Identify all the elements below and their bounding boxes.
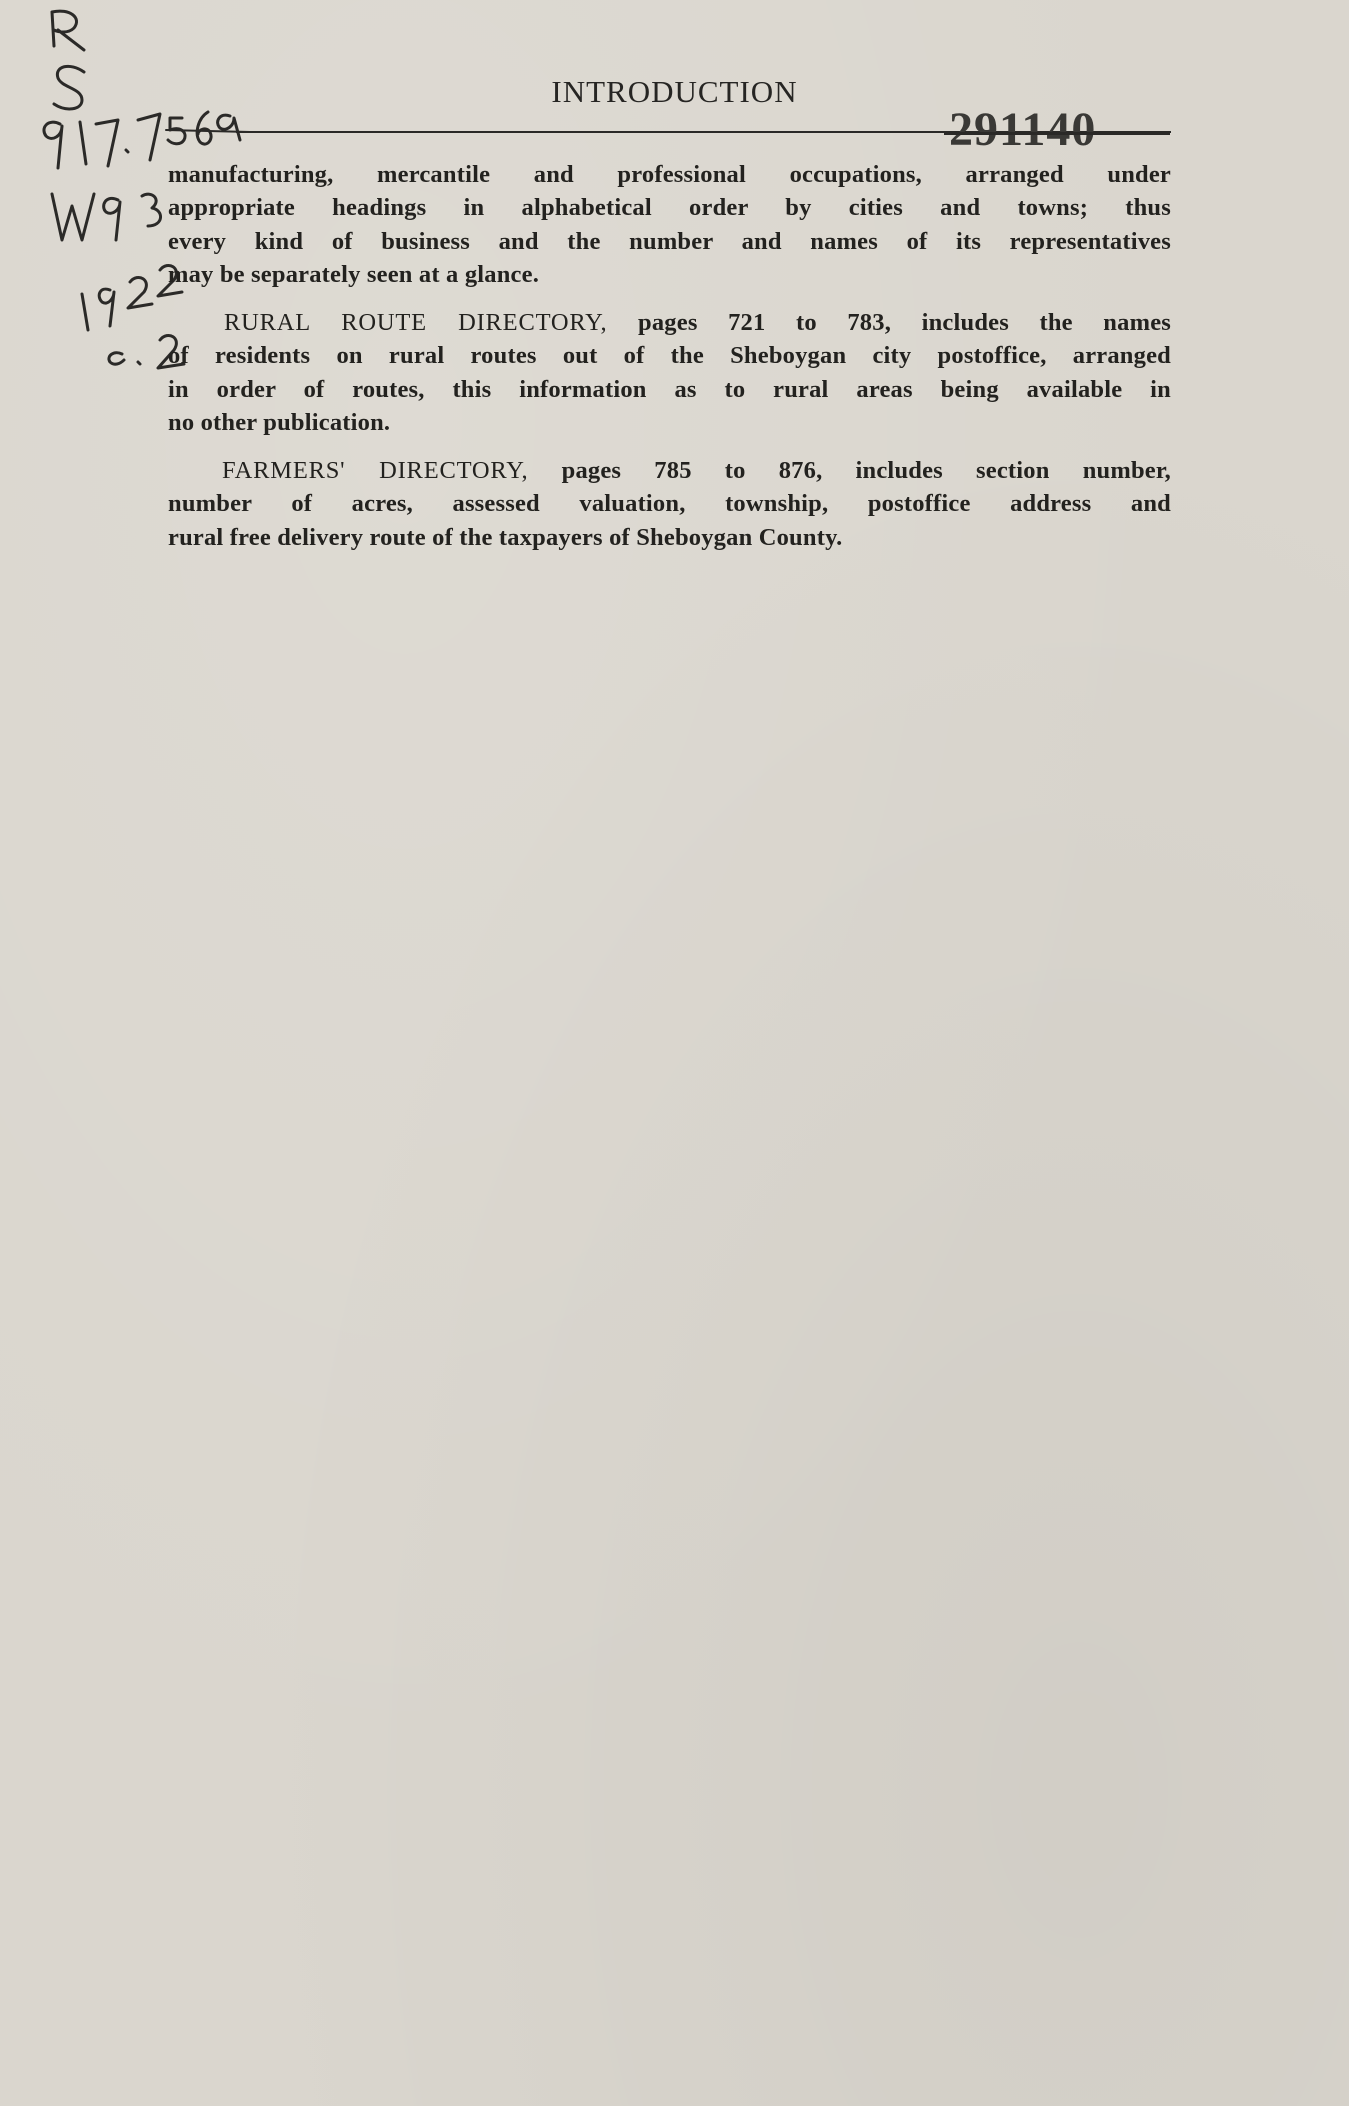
paragraph-occupations xyxy=(168,158,1171,292)
text-line: appropriate headings in alphabetical order by cities and towns; thus xyxy=(168,194,1171,222)
text-line: of residents on rural routes out of the Sheboygan city postoffice, arranged xyxy=(168,342,1171,370)
text-line: in order of routes, this information as to rural areas being available in xyxy=(168,375,1171,403)
text-line xyxy=(168,306,1171,339)
section-heading: FARMERS' DIRECTORY, xyxy=(222,457,529,484)
text-line: every kind of business and the number and names of its representatives xyxy=(168,227,1171,255)
text-line: manufacturing, mercantile and professional occupations, arranged under xyxy=(168,161,1171,188)
text-line: rural free delivery route of the taxpayers of Sheboygan County. xyxy=(168,523,843,551)
accession-number-stamp: 291140 xyxy=(949,103,1097,156)
text-line xyxy=(168,454,1171,487)
paragraph-farmers-directory xyxy=(168,454,1171,554)
text-fragment: pages 721 to 783, includes the names xyxy=(638,309,1171,336)
text-fragment: pages 785 to 876, includes section number, xyxy=(561,457,1171,484)
accession-strike-line xyxy=(944,132,1170,135)
page-title: INTRODUCTION xyxy=(551,74,798,109)
text-line: no other publication. xyxy=(168,409,391,437)
text-line: number of acres, assessed valuation, township, postoffice address and xyxy=(168,490,1171,518)
paragraph-rural-route-directory xyxy=(168,306,1171,440)
section-heading: RURAL ROUTE DIRECTORY, xyxy=(224,309,608,336)
text-line: may be separately seen at a glance. xyxy=(168,261,540,289)
